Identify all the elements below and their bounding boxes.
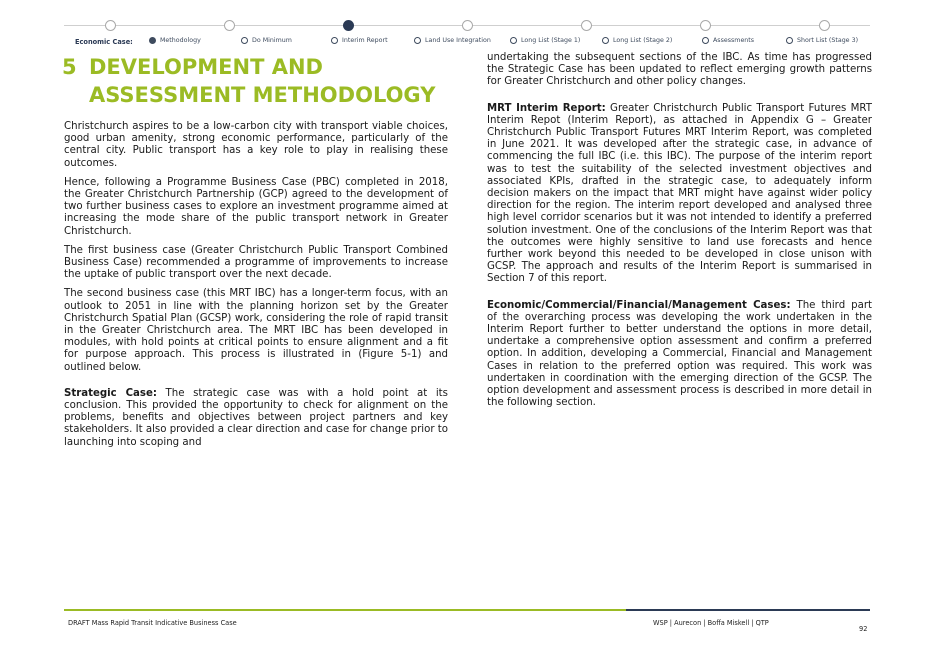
stage-land-use-integration[interactable] bbox=[414, 37, 491, 44]
radio-empty-icon bbox=[414, 37, 421, 44]
stage-long-list-1[interactable] bbox=[510, 37, 580, 44]
strategic-case-text: The strategic case was with a hold point at its conclusion. This provided the opportunity to check for alignment on the problems, benefits and objectives between project partners and key stakeholders. It also provided a clear direction and case for change prior to launching into scoping and bbox=[64, 387, 448, 448]
footer-partners: WSP | Aurecon | Boffa Miskell | QTP bbox=[653, 619, 769, 627]
radio-empty-icon bbox=[241, 37, 248, 44]
stage-do-minimum[interactable] bbox=[241, 37, 292, 44]
section-number: 5 bbox=[62, 55, 77, 79]
left-column bbox=[64, 121, 448, 456]
progress-node bbox=[224, 20, 235, 31]
economic-cases-paragraph bbox=[487, 300, 872, 410]
stage-label: Land Use Integration bbox=[425, 37, 491, 44]
stage-short-list-3[interactable] bbox=[786, 37, 858, 44]
stage-navigation bbox=[0, 37, 934, 51]
radio-empty-icon bbox=[702, 37, 709, 44]
progress-node-current bbox=[343, 20, 354, 31]
strategic-case-paragraph bbox=[64, 388, 448, 449]
stage-label: Short List (Stage 3) bbox=[797, 37, 859, 44]
economic-case-label: Economic Case: bbox=[75, 38, 133, 46]
economic-cases-label: Economic/Commercial/Financial/Management Cases: bbox=[487, 299, 791, 311]
stage-interim-report[interactable] bbox=[331, 37, 388, 44]
progress-node bbox=[819, 20, 830, 31]
paragraph: The first business case (Greater Christchurch Public Transport Combined Business Case) recommended a programme of improvements to increase the uptake of public transport over the next decade. bbox=[64, 244, 448, 281]
progress-node bbox=[581, 20, 592, 31]
progress-node bbox=[462, 20, 473, 31]
radio-filled-icon bbox=[149, 37, 156, 44]
economic-cases-text: The third part of the overarching process was developing the work undertaken in the Interim Report further to better understand the options in more detail, undertake a comprehensive option assessment and confirm a preferred option. In addition, developing a Commercial, Financial and Management Cases in relation to the preferred option was required. This work was undertaken in coordination with the emerging direction of the GCSP. The option development and assessment process is described in more detail in the following section. bbox=[487, 299, 873, 409]
stage-methodology[interactable] bbox=[149, 37, 201, 44]
progress-node bbox=[105, 20, 116, 31]
stage-label: Long List (Stage 1) bbox=[521, 37, 581, 44]
section-title-line2: ASSESSMENT METHODOLOGY bbox=[89, 83, 436, 107]
footer-rule-accent bbox=[626, 609, 870, 611]
stage-long-list-2[interactable] bbox=[602, 37, 672, 44]
section-title-line1: DEVELOPMENT AND bbox=[89, 55, 323, 79]
interim-report-paragraph bbox=[487, 103, 872, 286]
interim-report-label: MRT Interim Report: bbox=[487, 102, 606, 114]
stage-label: Do Minimum bbox=[252, 37, 292, 44]
interim-report-text: Greater Christchurch Public Transport Futures MRT Interim Repot (Interim Report), as attached in Appendix G – Greater Christchurch Public Transport Futures MRT Interim Report, was completed in June 2021. It was developed after the strategic case, in advance of commencing the full IBC (i.e. this IBC). The purpose of the interim report was to test the suitability of the selected investment objectives and associated KPIs, drafted in the strategic case, to adequately inform decision makers on the impact that MRT might have against wider policy direction for the region. The interim report developed and analysed three high level corridor scenarios but it was not intended to identify a preferred solution investment. One of the conclusions of the Interim Report was that the outcomes were highly sensitive to land use forecasts and hence further work beyond this needed to be developed in close unison with GCSP. The approach and results of the Interim Report is summarised in Section 7 of this report. bbox=[487, 102, 872, 285]
stage-label: Methodology bbox=[160, 37, 201, 44]
stage-assessments[interactable] bbox=[702, 37, 754, 44]
paragraph: The second business case (this MRT IBC) has a longer-term focus, with an outlook to 2051 in line with the planning horizon set by the Greater Christchurch Spatial Plan (GCSP) work, considering the role of rapid transit in the Greater Christchurch area. The MRT IBC has been developed in modules, with hold points at critical points to ensure alignment and a fit for purpose approach. This process is illustrated in (Figure 5-1) and outlined below. bbox=[64, 288, 448, 373]
radio-empty-icon bbox=[786, 37, 793, 44]
radio-empty-icon bbox=[331, 37, 338, 44]
progress-node bbox=[700, 20, 711, 31]
footer-document-title: DRAFT Mass Rapid Transit Indicative Business Case bbox=[68, 619, 237, 627]
stage-label: Interim Report bbox=[342, 37, 388, 44]
stage-label: Assessments bbox=[713, 37, 755, 44]
radio-empty-icon bbox=[602, 37, 609, 44]
strategic-case-label: Strategic Case: bbox=[64, 387, 157, 399]
paragraph: Hence, following a Programme Business Case (PBC) completed in 2018, the Greater Christchurch Partnership (GCP) agreed to the development of two further business cases to explore an investment programme aimed at increasing the mode share of the public transport network in Greater Christchurch. bbox=[64, 176, 448, 237]
paragraph: Christchurch aspires to be a low-carbon city with transport viable choices, good urban amenity, strong economic performance, particularly of the central city. Public transport has a key role to play in realising these outcomes. bbox=[64, 121, 448, 169]
page-number: 92 bbox=[859, 625, 868, 633]
paragraph: undertaking the subsequent sections of the IBC. As time has progressed the Strategic Case has been updated to reflect emerging growth patterns for Greater Christchurch and other policy changes. bbox=[487, 52, 872, 88]
right-column bbox=[487, 52, 872, 416]
radio-empty-icon bbox=[510, 37, 517, 44]
stage-label: Long List (Stage 2) bbox=[613, 37, 673, 44]
